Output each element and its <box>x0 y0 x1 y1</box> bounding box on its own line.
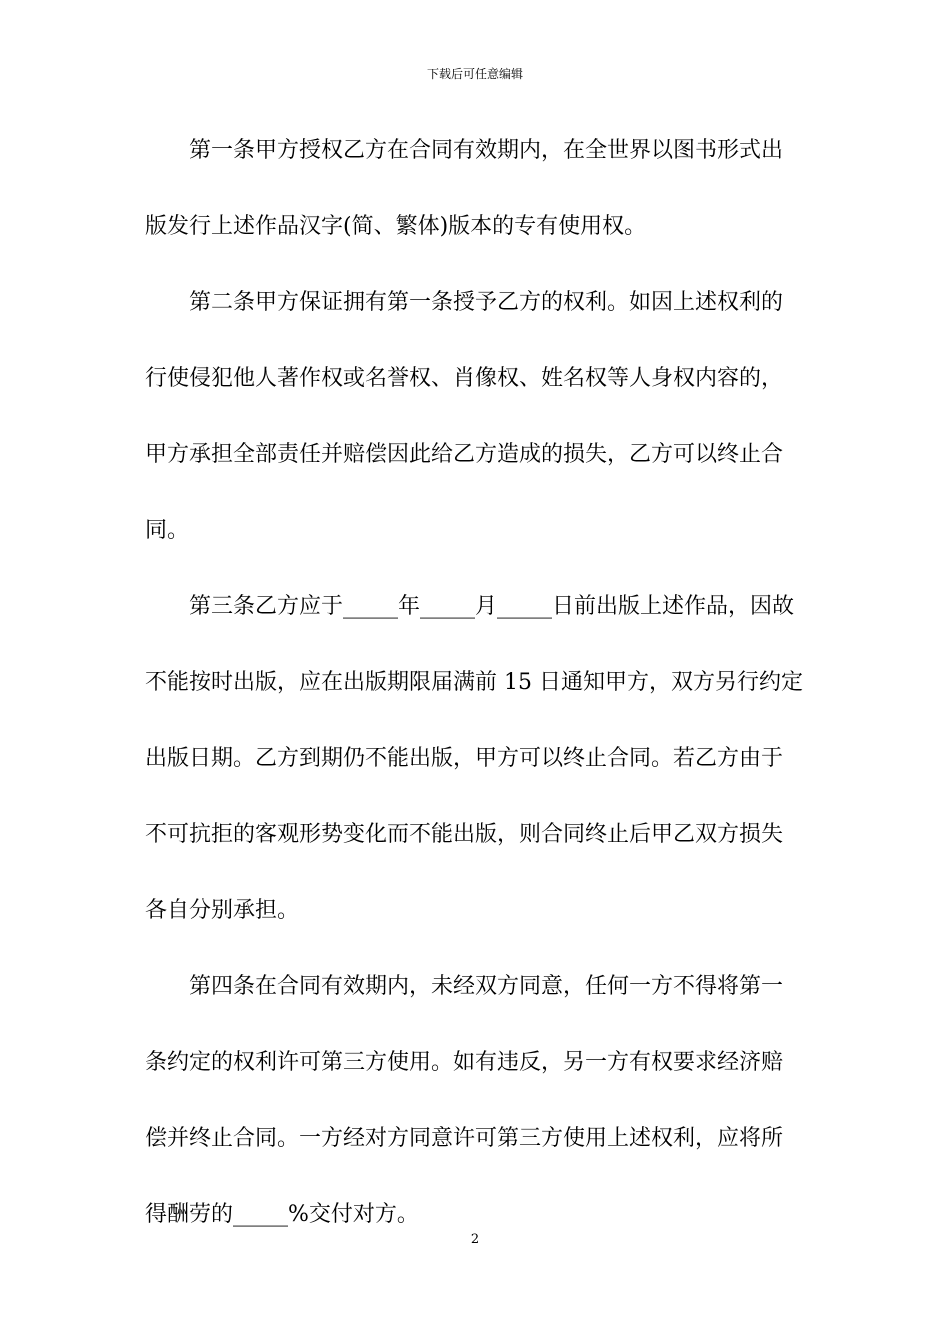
text-line: 第一条甲方授权乙方在合同有效期内，在全世界以图书形式出 <box>189 138 784 163</box>
text-line: 版发行上述作品汉字(简、繁体)版本的专有使用权。 <box>145 214 647 239</box>
text-line: 不能按时出版，应在出版期限届满前 15 日通知甲方，双方另行约定 <box>145 670 803 695</box>
article-2 <box>145 280 807 554</box>
document-body <box>145 128 807 1238</box>
text-line: 各自分别承担。 <box>145 898 300 923</box>
article-4 <box>145 964 807 1238</box>
text-line: 第四条在合同有效期内，未经双方同意，任何一方不得将第一 <box>189 974 784 999</box>
text-line: 得酬劳的_____%交付对方。 <box>145 1202 419 1227</box>
page-header: 下载后可任意编辑 <box>426 67 523 81</box>
text-line: 出版日期。乙方到期仍不能出版，甲方可以终止合同。若乙方由于 <box>145 746 784 771</box>
text-line: 条约定的权利许可第三方使用。如有违反，另一方有权要求经济赔 <box>145 1050 784 1075</box>
article-3 <box>145 584 807 934</box>
text-line: 第二条甲方保证拥有第一条授予乙方的权利。如因上述权利的 <box>189 290 784 315</box>
text-line: 行使侵犯他人著作权或名誉权、肖像权、姓名权等人身权内容的， <box>145 366 784 391</box>
text-line: 不可抗拒的客观形势变化而不能出版，则合同终止后甲乙双方损失 <box>145 822 784 847</box>
page-number: 2 <box>470 1232 480 1247</box>
text-line: 甲方承担全部责任并赔偿因此给乙方造成的损失，乙方可以终止合 <box>145 442 784 467</box>
article-1 <box>145 128 807 250</box>
text-line: 偿并终止合同。一方经对方同意许可第三方使用上述权利，应将所 <box>145 1126 784 1151</box>
text-line: 第三条乙方应于_____年_____月_____日前出版上述作品，因故 <box>189 594 795 619</box>
text-line: 同。 <box>145 518 190 543</box>
